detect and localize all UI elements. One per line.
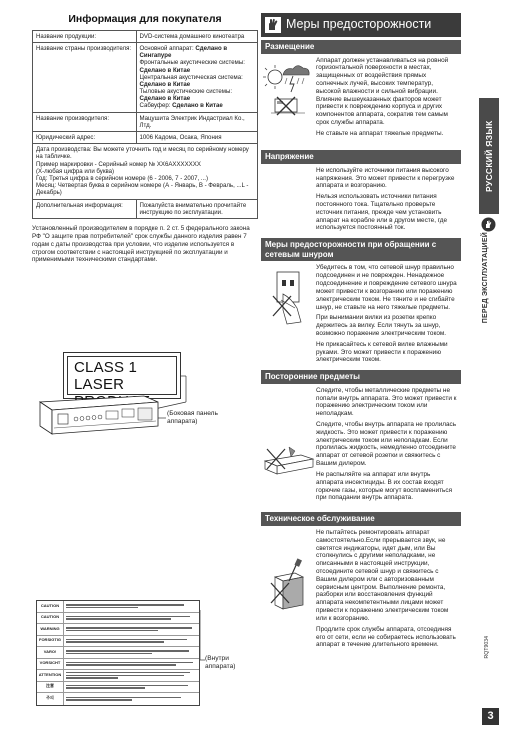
screwdriver-box-icon (261, 529, 316, 639)
foreign-objects-para: Не распыляйте на аппарат или внутрь аппарата инсектициды. В их состав входят горючие газы, которые могут воспламениться при попадании внутрь аппарата. (316, 470, 453, 502)
maintenance-para: Продлите срок службы аппарата, отсоединяя его от сети, если не собираетесь использовать аппарат в течение длительного времени. (316, 625, 456, 649)
warning-label: CAUTION (37, 613, 64, 624)
voltage-para: Не используйте источники питания высокого напряжения. Это может привести к перегрузке аппарата и возгоранию. (316, 166, 455, 190)
section-maintenance (261, 529, 461, 652)
list-item (37, 670, 199, 682)
section-heading-voltage: Напряжение (261, 150, 461, 164)
list-item (37, 647, 199, 659)
list-item (37, 613, 199, 625)
section-heading-foreign-objects: Посторонние предметы (261, 370, 461, 384)
country-part: Сделано в Китае (139, 66, 191, 74)
warning-label: 注意 (37, 682, 64, 693)
country-part: Сабвуфер: (139, 102, 173, 110)
country-part: Основной аппарат: (139, 44, 196, 52)
country-part: Фронтальные акустические системы: (139, 59, 245, 67)
warning-label: WARNING (37, 624, 64, 635)
extra-info-key: Дополнительная информация: (33, 199, 137, 218)
warning-label: ATTENTION (37, 670, 64, 681)
section-side-label: ПЕРЕД ЭКСПЛУАТАЦИЕЙ (482, 232, 489, 324)
inside-caption: (Внутри аппарата) (205, 655, 236, 671)
section-foreign-objects (261, 387, 461, 510)
country-part: Сделано в Китае (172, 102, 223, 110)
production-date-note: Дата производства: Вы можете уточнить год и месяц по серийному номеру на табличке. Пример маркировки - Серийный номер № XX6AXXXXXXX (Х-любая цифра или буква) Год: Третья цифра в серийном номере (6 - 2006, 7 - 2007, ...) Месяц: Четвертая буква в серийном номере (А - Январь, В - Февраль, ...L - Декабрь) (33, 144, 258, 199)
product-name-key: Название продукции: (33, 30, 137, 42)
hand-warning-icon (265, 17, 281, 33)
maintenance-illustration (261, 529, 316, 652)
section-heading-power-cord: Меры предосторожности при обращении с сетевым шнуром (261, 238, 461, 261)
laser-product-text: LASER (74, 375, 125, 393)
list-item (37, 601, 199, 613)
warning-label: CAUTION (37, 601, 64, 612)
maintenance-para: Не пытайтесь ремонтировать аппарат самостоятельно.Если прерывается звук, не светятся индикаторы, идет дым, или Вы столкнулись с другими неполадками, не описанными в настоящей инструкции, отсоедините сетевой шнур и свяжитесь с Вашим дилером или с авторизованным сервисным центром. Выполнение ремонта, разборки или восстановления функций аппарата некомпетентными лицами может привести к поражению электрическим током или к возгоранию. (316, 528, 449, 622)
sun-rain-cross-icon (261, 57, 316, 145)
precautions-column (261, 13, 461, 652)
product-name-value: DVD-система домашнего кинотеатра (136, 30, 258, 42)
country-part: Сделано в Китае (139, 95, 191, 103)
voltage-para: Нельзя использовать источники питания постоянного тока. Тщательно проверьте источник питания, прежде чем установить аппарат на корабле или в другом месте, где используется постоянный ток. (316, 193, 448, 232)
country-key: Название страны производителя: (33, 42, 137, 112)
hand-warning-icon (481, 217, 496, 232)
service-life-text: Установленный производителем в порядке п. 2 ст. 5 федерального закона РФ "О защите прав потребителей" срок службы данного изделия равен 7 годам с даты производства при условии, что изделие используется в строгом соответствии с настоящей инструкцией по эксплуатации и применимыми техническими стандартами. (32, 224, 250, 264)
document-code: RQT9034 (484, 636, 490, 659)
consumer-info-title: Информация для покупателя (68, 13, 222, 25)
voltage-illustration (261, 167, 316, 236)
plug-hand-icon (261, 264, 316, 334)
laser-class-text: CLASS 1 (74, 359, 138, 376)
section-heading-maintenance: Техническое обслуживание (261, 512, 461, 526)
section-power-cord (261, 264, 461, 367)
list-item (37, 682, 199, 694)
country-part: Сделано в Сингапуре (139, 44, 228, 60)
foreign-objects-para: Следите, чтобы металлические предметы не попали внутрь аппарата. Это может привести к поражению электрическим током или неполадкам. (316, 386, 457, 418)
precautions-title: Меры предосторожности (286, 17, 432, 32)
foreign-objects-illustration (261, 387, 316, 510)
warning-label: VORSICHT (37, 659, 64, 670)
list-item (37, 693, 199, 705)
address-value: 1006 Кадома, Осака, Япония (136, 132, 258, 144)
precautions-header (261, 13, 461, 37)
warning-label: 주의 (37, 693, 64, 705)
list-item (37, 659, 199, 671)
warning-labels-block (36, 600, 200, 706)
manufacturer-value: Мацушита Электрик Индастриал Ко., Лтд. (136, 112, 258, 131)
list-item (37, 624, 199, 636)
side-panel-caption: (Боковая панель аппарата) (167, 410, 218, 426)
power-cord-illustration (261, 264, 316, 367)
device-side-panel-drawing (32, 394, 162, 436)
foreign-objects-para: Следите, чтобы внутрь аппарата не пролилась жидкость. Это может привести к поражению электрическим током или неполадкам. Если пролилась жидкость, немедленно отсоедините аппарат от сетевой розетки и свяжитесь с Вашим дилером. (316, 421, 457, 468)
placement-para: Не ставьте на аппарат тяжелые предметы. (316, 129, 444, 137)
extra-info-value: Пожалуйста внимательно прочитайте инструкцию по эксплуатации. (136, 199, 258, 218)
power-cord-para: Убедитесь в том, что сетевой шнур правильно подсоединен и не поврежден. Ненадежное подсоединение и повреждение сетевого шнура может привести к возгоранию или поражению электрическим током. Не тяните и не сгибайте шнур, не ставьте на него тяжелые предметы. (316, 264, 457, 311)
manufacturer-key: Название производителя: (33, 112, 137, 131)
warning-label: VARO! (37, 647, 64, 658)
page-number: 3 (482, 708, 499, 725)
warning-label: FORSIGTIG (37, 636, 64, 647)
section-placement (261, 57, 461, 148)
list-item (37, 636, 199, 648)
power-cord-para: Не прикасайтесь к сетевой вилке влажными руками. Это может привести к поражению электрическим током. (316, 340, 448, 364)
address-key: Юридический адрес: (33, 132, 137, 144)
placement-illustration (261, 57, 316, 148)
power-cord-para: При вынимании вилки из розетки крепко держитесь за вилку. Если тянуть за шнур, возможно поражение электрическим током. (316, 314, 447, 337)
section-voltage (261, 167, 461, 236)
country-part: Центральная акустическая система: (139, 73, 243, 81)
liquid-spill-icon (261, 387, 316, 507)
language-tab: РУССКИЙ ЯЗЫК (479, 98, 499, 214)
country-part: Сделано в Китае (139, 80, 191, 88)
country-part: Тыловые акустические системы: (139, 88, 233, 96)
section-heading-placement: Размещение (261, 40, 461, 54)
placement-para: Аппарат должен устанавливаться на ровной горизонтальной поверхности в местах, защищенных от воздействия прямых солнечных лучей, высоких температур, высокой влажности и сильной вибрации. Влияние вышеуказанных факторов может привести к повреждению корпуса и других компонентов аппарата, сократив тем самым срок службы аппарата. (316, 56, 449, 127)
